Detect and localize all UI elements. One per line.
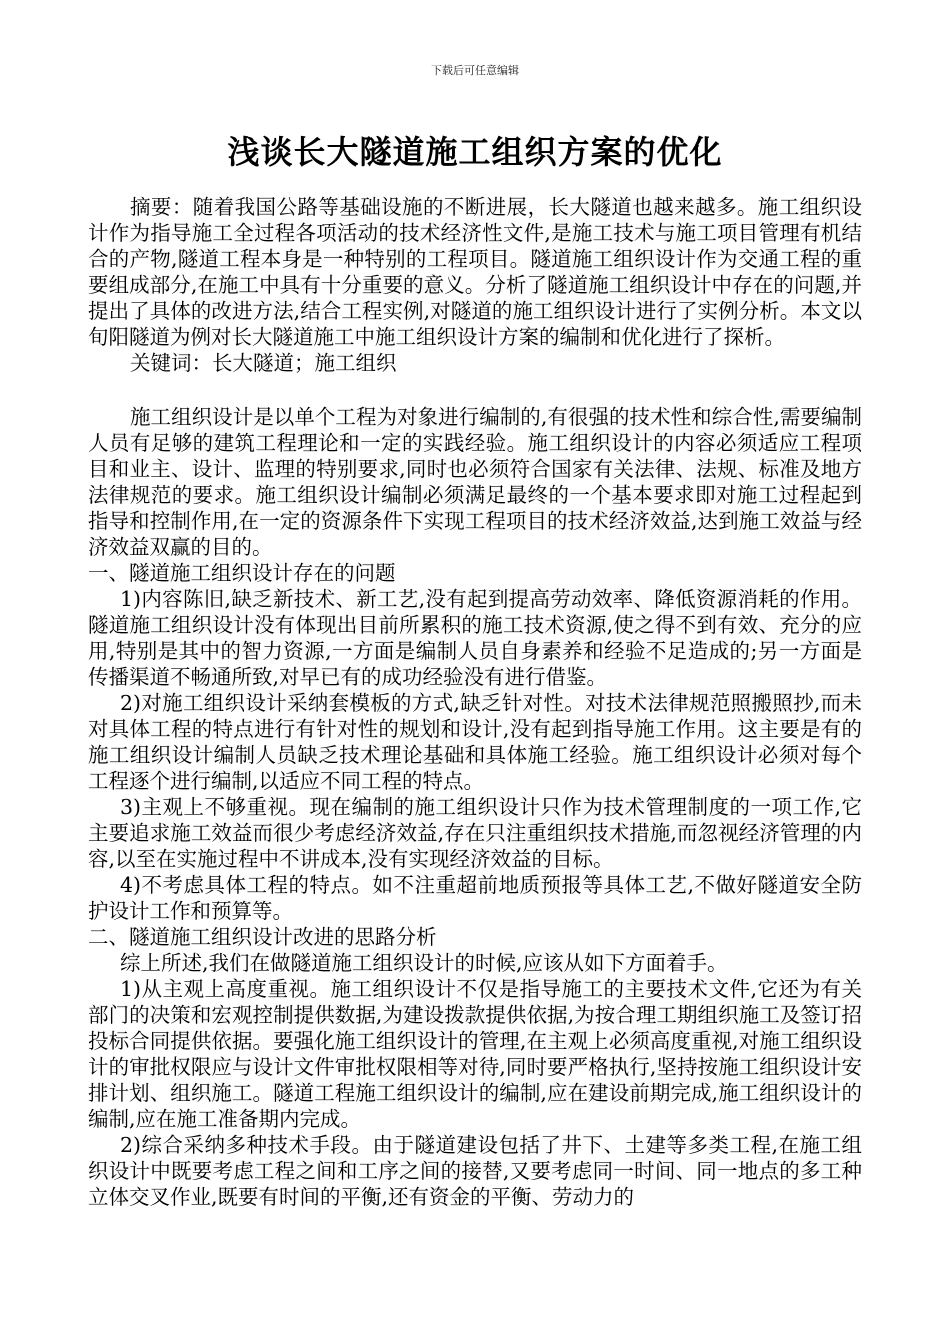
section-heading-2: 二、隧道施工组织设计改进的思路分析 (88, 925, 437, 949)
section1-item-4: 4)不考虑具体工程的特点。如不注重超前地质预报等具体工艺,不做好隧道安全防护设计工作和预算等。 (88, 873, 862, 923)
section2-lead: 综上所述,我们在做隧道施工组织设计的时候,应该从如下方面着手。 (120, 951, 728, 975)
abstract-paragraph: 摘要：随着我国公路等基础设施的不断进展，长大隧道也越来越多。施工组织设计作为指导施工全过程各项活动的技术经济性文件,是施工技术与施工项目管理有机结合的产物,隧道工程本身是一种特别的工程项目。隧道施工组织设计作为交通工程的重要组成部分,在施工中具有十分重要的意义。分析了隧道施工组织设计中存在的问题,并提出了具体的改进方法,结合工程实例,对隧道的施工组织设计进行了实例分析。本文以旬阳隧道为例对长大隧道施工中施工组织设计方案的编制和优化进行了探析。 (88, 195, 862, 349)
document-title: 浅谈长大隧道施工组织方案的优化 (227, 133, 723, 171)
section1-item-2: 2)对施工组织设计采纳套模板的方式,缺乏针对性。对技术法律规范照搬照抄,而未对具体工程的特点进行有针对性的规划和设计,没有起到指导施工作用。这主要是有的施工组织设计编制人员缺乏技术理论基础和具体施工经验。施工组织设计必须对每个工程逐个进行编制,以适应不同工程的特点。 (88, 691, 862, 793)
header-note: 下载后可任意编辑 (431, 64, 519, 77)
section1-item-3: 3)主观上不够重视。现在编制的施工组织设计只作为技术管理制度的一项工作,它主要追求施工效益而很少考虑经济效益,存在只注重组织技术措施,而忽视经济管理的内容,以至在实施过程中不讲成本,没有实现经济效益的目标。 (88, 795, 862, 871)
paragraph-spacer (88, 376, 862, 404)
keywords-line: 关键词：长大隧道；施工组织 (130, 351, 397, 375)
section-heading-1: 一、隧道施工组织设计存在的问题 (88, 561, 396, 585)
intro-paragraph: 施工组织设计是以单个工程为对象进行编制的,有很强的技术性和综合性,需要编制人员有足够的建筑工程理论和一定的实践经验。施工组织设计的内容必须适应工程项目和业主、设计、监理的特别要求,同时也必须符合国家有关法律、法规、标准及地方法律规范的要求。施工组织设计编制必须满足最终的一个基本要求即对施工过程起到指导和控制作用,在一定的资源条件下实现工程项目的技术经济效益,达到施工效益与经济效益双赢的目的。 (88, 405, 862, 559)
section1-item-1: 1)内容陈旧,缺乏新技术、新工艺,没有起到提高劳动效率、降低资源消耗的作用。隧道施工组织设计没有体现出目前所累积的施工技术资源,使之得不到有效、充分的应用,特别是其中的智力资源,一方面是编制人员自身素养和经验不足造成的;另一方面是传播渠道不畅通所致,对早已有的成功经验没有进行借鉴。 (88, 587, 862, 689)
section2-item-2: 2)综合采纳多种技术手段。由于隧道建设包括了井下、土建等多类工程,在施工组织设计中既要考虑工程之间和工序之间的接替,又要考虑同一时间、同一地点的多工种立体交叉作业,既要有时间的平衡,还有资金的平衡、劳动力的 (88, 1133, 862, 1209)
section2-item-1: 1)从主观上高度重视。施工组织设计不仅是指导施工的主要技术文件,它还为有关部门的决策和宏观控制提供数据,为建设拨款提供依据,为按合理工期组织施工及签订招投标合同提供依据。要强化施工组织设计的管理,在主观上必须高度重视,对施工组织设计的审批权限应与设计文件审批权限相等对待,同时要严格执行,坚持按施工组织设计安排计划、组织施工。隧道工程施工组织设计的编制,应在建设前期完成,施工组织设计的编制,应在施工准备期内完成。 (88, 977, 862, 1131)
